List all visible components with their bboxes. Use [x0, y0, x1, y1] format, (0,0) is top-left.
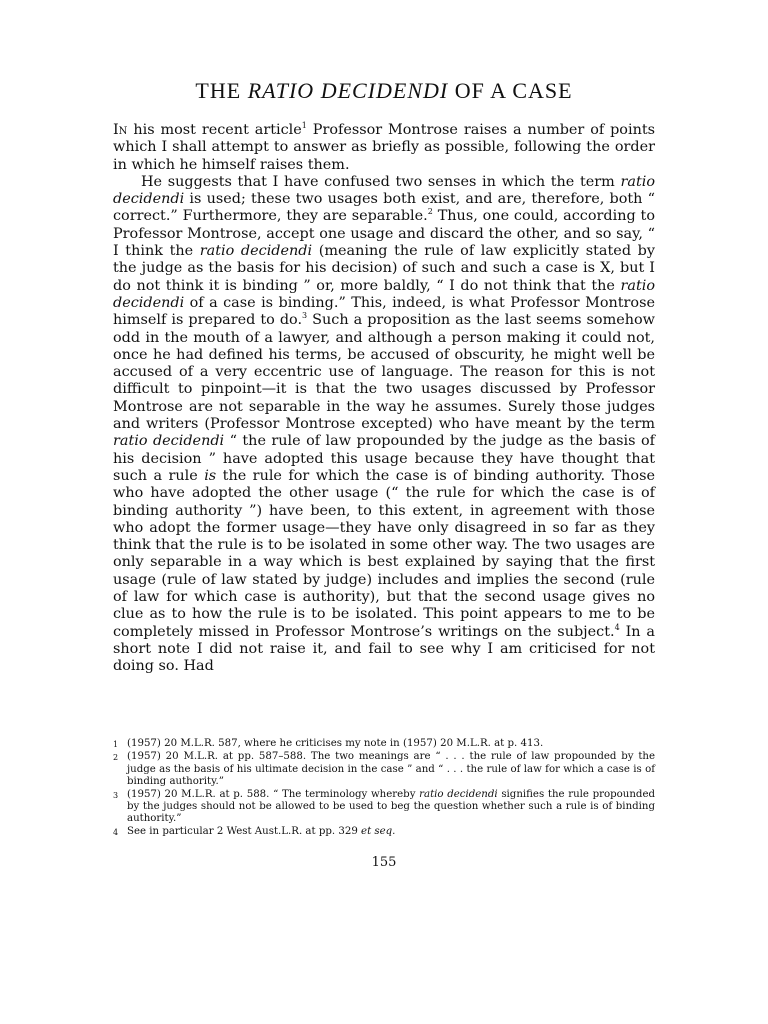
- paragraph-1: In his most recent article$^1$ Professor Montrose raises a number of points which I shall attempt to answer as briefly as possible, following the order in which he himself raises them.: [113, 121, 656, 173]
- paragraph-2: He suggests that I have confused two senses in which the term ratio decidendi is used; these two usages both exist, and are, therefore, both “ correct.” Furthermore, they are separable.$^2$ Thus, one could, according to Professor Montrose, accept one usage and discard the other, and so say, “ I think the ratio decidendi (meaning the rule of law explicitly stated by the judge as the basis for his decision) of such and such a case is X, but I do not think it is binding ” or, more baldly, “ I do not think that the ratio decidendi of a case is binding.” This, indeed, is what Professor Montrose himself is prepared to do.$^3$ Such a proposition as the last seems somehow odd in the mouth of a lawyer, and although a person making it could not, once he had defined his terms, be accused of obscurity, he might well be accused of a very eccentric use of language. The reason for this is not difficult to pinpoint—it is that the two usages discussed by Professor Montrose are not separable in the way he assumes. Surely those judges and writers (Professor Montrose excepted) who have meant by the term ratio decidendi “ the rule of law propounded by the judge as the basis of his decision ” have adopted this usage because they have thought that such a rule is the rule for which the case is of binding authority. Those who have adopted the other usage (“ the rule for which the case is of binding authority ”) have been, to this extent, in agreement with those who adopt the former usage—they have only disagreed in so far as they think that the rule is to be isolated in some other way. The two usages are only separable in a way which is best explained by saying that the first usage (rule of law stated by judge) includes and implies the second (rule of law for which case is authority), but that the second usage gives no clue as to how the rule is to be isolated. This point appears to me to be completely missed in Professor Montrose’s writings on the subject.$^4$ In a short note I did not raise it, and fail to see why I am criticised for not doing so. Had: [113, 173, 655, 675]
- footnote-ref-2: 2: [427, 207, 433, 217]
- footnote-1: [113, 738, 655, 751]
- article-title: THE RATIO DECIDENDI OF A CASE: [195, 78, 573, 103]
- footnote-text: (1957) 20 M.L.R. at pp. 587–588. The two meanings are “ . . . the rule of law propounded by the judge as the basis of his ultimate decision in the case ” and “ . . . the rule of law for which a case is of binding authority.”: [127, 751, 655, 788]
- footnote-mark: 1: [113, 740, 119, 749]
- article-body: [113, 70, 655, 676]
- footnote-mark: 3: [113, 790, 119, 800]
- title-italic: RATIO DECIDENDI: [247, 78, 449, 103]
- footnote-text: (1957) 20 M.L.R. at p. 588. “ The terminology whereby ratio decidendi signifies the rule propounded by the judges should not be allowed to be used to beg the question whether such a rule is of binding authority.”: [127, 788, 655, 825]
- footnote-4: [113, 826, 655, 839]
- footnote-2: [113, 751, 655, 788]
- footnote-3: [113, 789, 655, 826]
- footnote-ref-3: 3: [302, 311, 308, 321]
- footnote-ref-1: 1: [301, 121, 307, 131]
- footnote-text: See in particular 2 West Aust.L.R. at pp. 329 et seq.: [127, 825, 396, 837]
- footnote-ref-4: 4: [614, 622, 620, 632]
- footnote-mark: 2: [113, 753, 119, 763]
- footnote-text: (1957) 20 M.L.R. 587, where he criticises my note in (1957) 20 M.L.R. at p. 413.: [127, 738, 544, 749]
- footnote-mark: 4: [113, 827, 119, 837]
- drop-lead: In: [113, 122, 128, 138]
- page-number: 155: [371, 855, 397, 870]
- footnotes: [113, 738, 655, 839]
